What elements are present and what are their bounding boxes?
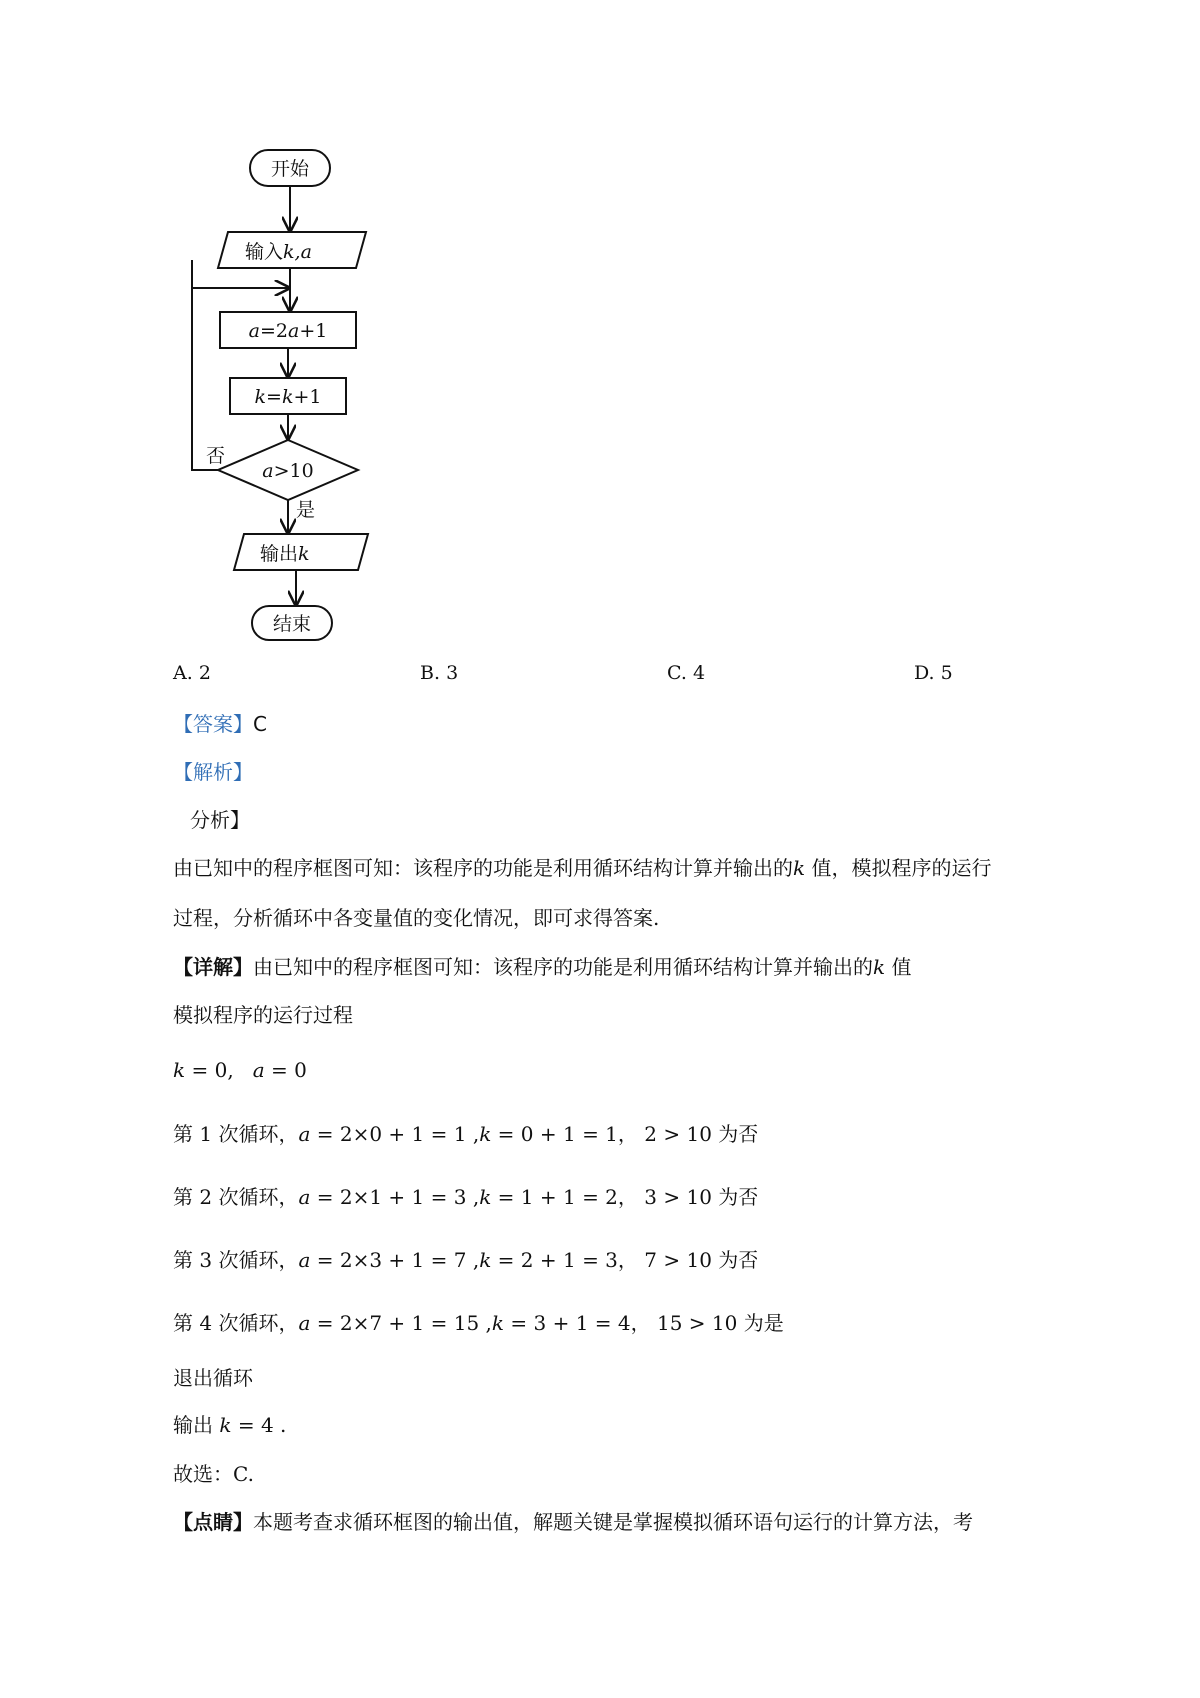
start-label: 开始	[270, 158, 310, 180]
yes-label: 是	[296, 499, 316, 521]
no-label: 否	[206, 445, 226, 467]
loop-line-4: 第 4 次循环，a = 2×7 + 1 = 15 ,k = 3 + 1 = 4， 15 > 10 为是	[173, 1311, 784, 1335]
loop-line-2: 第 2 次循环，a = 2×1 + 1 = 3 ,k = 1 + 1 = 2， 3 > 10 为否	[173, 1185, 759, 1209]
init-line: k = 0, a = 0	[173, 1058, 307, 1082]
answer-options	[173, 662, 1073, 692]
fenxi-body-line1: 由已知中的程序框图可知：该程序的功能是利用循环结构计算并输出的k 值，模拟程序的运行	[173, 856, 992, 880]
step1-label: a=2a+1	[248, 320, 328, 342]
comment-tag: 【点睛】	[173, 1510, 253, 1534]
analysis-tag: 【解析】	[173, 760, 253, 784]
input-label: 输入k,a	[245, 241, 312, 263]
option-d: D. 5	[914, 662, 953, 684]
loop-back-line	[192, 260, 218, 470]
answer-line	[173, 712, 267, 736]
analysis-line	[173, 760, 253, 784]
exit-loop-line: 退出循环	[173, 1366, 253, 1390]
comment-line: 【点睛】本题考查求循环框图的输出值，解题关键是掌握模拟循环语句运行的计算方法，考	[173, 1510, 973, 1534]
answer-tag: 【答案】	[173, 712, 253, 736]
option-c: C. 4	[667, 662, 706, 684]
output-line: 输出 k = 4 .	[173, 1413, 287, 1437]
answer-value: C	[253, 712, 267, 736]
option-b: B. 3	[420, 662, 459, 684]
detail-tag: 【详解】	[173, 955, 253, 979]
output-label: 输出k	[260, 543, 310, 565]
fenxi-body-line2: 过程，分析循环中各变量值的变化情况，即可求得答案.	[173, 906, 660, 930]
fenxi-heading: 分析】	[190, 808, 250, 832]
end-label: 结束	[272, 613, 312, 635]
loop-line-1: 第 1 次循环，a = 2×0 + 1 = 1 ,k = 0 + 1 = 1， 2 > 10 为否	[173, 1122, 759, 1146]
loop-line-3: 第 3 次循环，a = 2×3 + 1 = 7 ,k = 2 + 1 = 3， 7 > 10 为否	[173, 1248, 759, 1272]
flowchart	[170, 140, 410, 650]
simulate-line: 模拟程序的运行过程	[173, 1003, 353, 1027]
detail-line: 【详解】由已知中的程序框图可知：该程序的功能是利用循环结构计算并输出的k 值	[173, 955, 912, 979]
option-a: A. 2	[173, 662, 211, 684]
condition-label: a>10	[262, 460, 314, 482]
step2-label: k=k+1	[254, 386, 322, 408]
choice-line: 故选：C.	[173, 1462, 254, 1486]
